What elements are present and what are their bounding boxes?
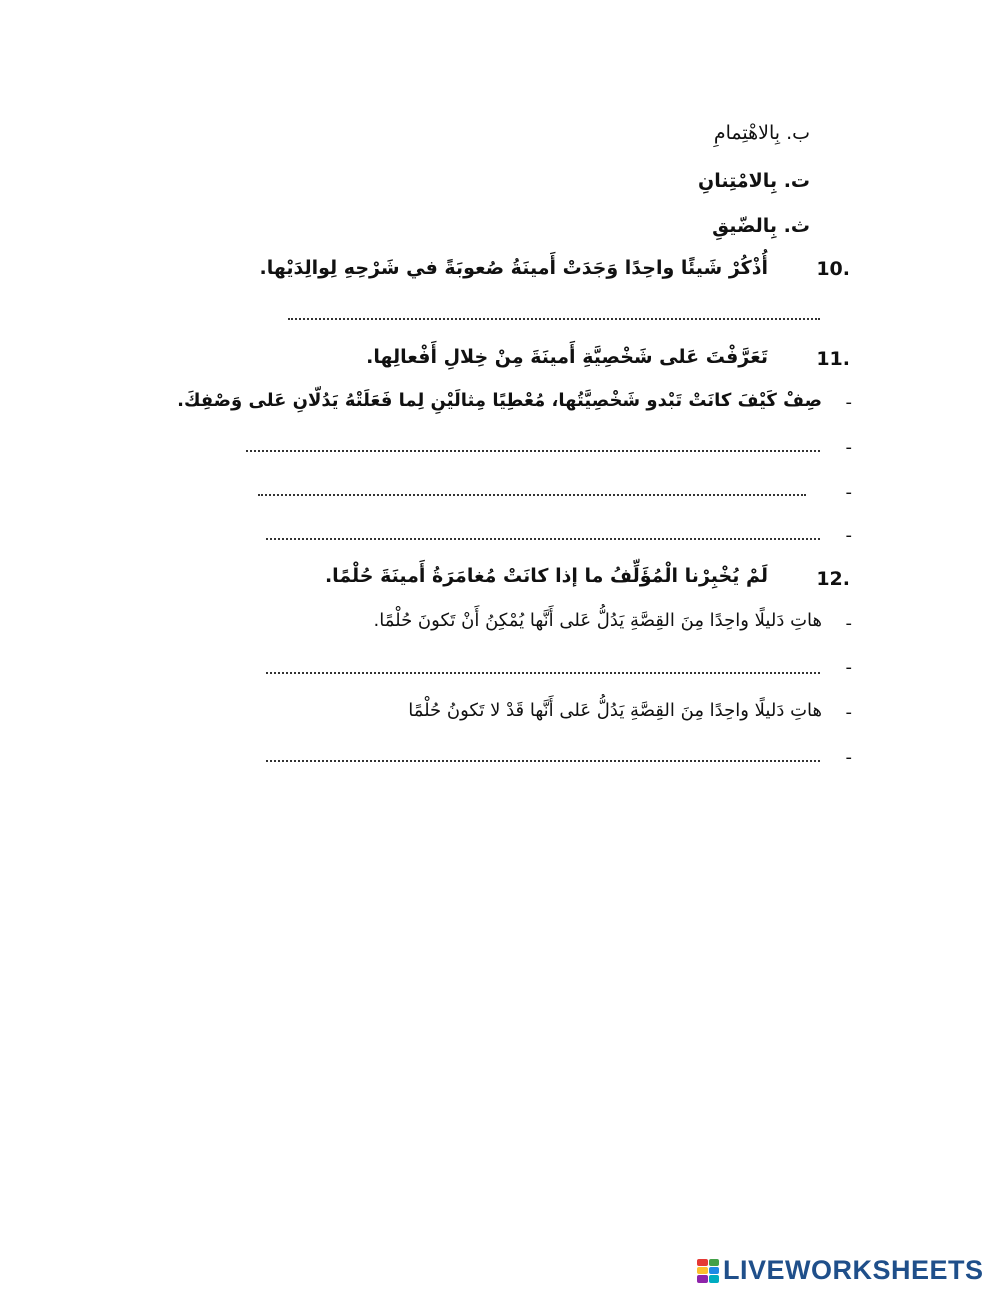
bullet-dash: - <box>845 613 852 634</box>
logo-block <box>697 1259 708 1266</box>
liveworksheets-logo[interactable] <box>697 1255 984 1286</box>
question-12-prompt-1: هاتِ دَليلًا واحِدًا مِنَ القِصَّةِ يَدُلُّ عَلى أَنَّها يُمْكِنُ أَنْ تَكونَ حُلْمًا. <box>373 610 822 631</box>
liveworksheets-logo-icon <box>697 1259 719 1283</box>
answer-line-q11-2[interactable] <box>258 494 806 496</box>
answer-line-q12-1[interactable] <box>266 672 820 674</box>
answer-line-q11-3[interactable] <box>266 538 820 540</box>
question-12-number: 12. <box>816 568 850 590</box>
question-11-instruction: صِفْ كَيْفَ كانَتْ تَبْدو شَخْصِيَّتُها، مُعْطِيًا مِثالَيْنِ لِما فَعَلَتْهُ يَدُلّانِ عَلى وَصْفِكَ. <box>177 390 822 411</box>
question-12-prompt-2: هاتِ دَليلًا واحِدًا مِنَ القِصَّةِ يَدُلُّ عَلى أَنَّها قَدْ لا تَكونُ حُلْمًا <box>408 700 822 721</box>
logo-text: LIVEWORKSHEETS <box>723 1255 984 1285</box>
option-t: ت. بِالامْتِنانِ <box>698 170 810 192</box>
question-11-number: 11. <box>816 348 850 370</box>
bullet-dash: - <box>845 392 852 413</box>
answer-line-q10[interactable] <box>288 318 820 320</box>
bullet-dash: - <box>845 437 852 458</box>
question-12-text: لَمْ يُخْبِرْنا الْمُؤَلِّفُ ما إذا كانَتْ مُغامَرَةُ أَمينَةَ حُلْمًا. <box>324 565 768 587</box>
bullet-dash: - <box>845 747 852 768</box>
logo-block <box>697 1275 708 1282</box>
bullet-dash: - <box>845 525 852 546</box>
answer-line-q11-1[interactable] <box>246 450 820 452</box>
logo-block <box>709 1267 720 1274</box>
logo-block <box>709 1275 720 1282</box>
option-b: ب. بِالاهْتِمامِ <box>713 122 810 144</box>
question-10-number: 10. <box>816 258 850 280</box>
option-th: ث. بِالضّيقِ <box>712 215 810 237</box>
answer-line-q12-2[interactable] <box>266 760 820 762</box>
question-10-text: أُذْكُرْ شَيئًا واحِدًا وَجَدَتْ أَمينَةُ صُعوبَةً في شَرْحِهِ لِوالِدَيْها. <box>259 257 768 279</box>
bullet-dash: - <box>845 702 852 723</box>
question-11-text: تَعَرَّفْتَ عَلى شَخْصِيَّةِ أَمينَةَ مِنْ خِلالِ أَفْعالِها. <box>366 346 768 368</box>
bullet-dash: - <box>845 482 852 503</box>
bullet-dash: - <box>845 657 852 678</box>
logo-block <box>709 1259 720 1266</box>
logo-block <box>697 1267 708 1274</box>
